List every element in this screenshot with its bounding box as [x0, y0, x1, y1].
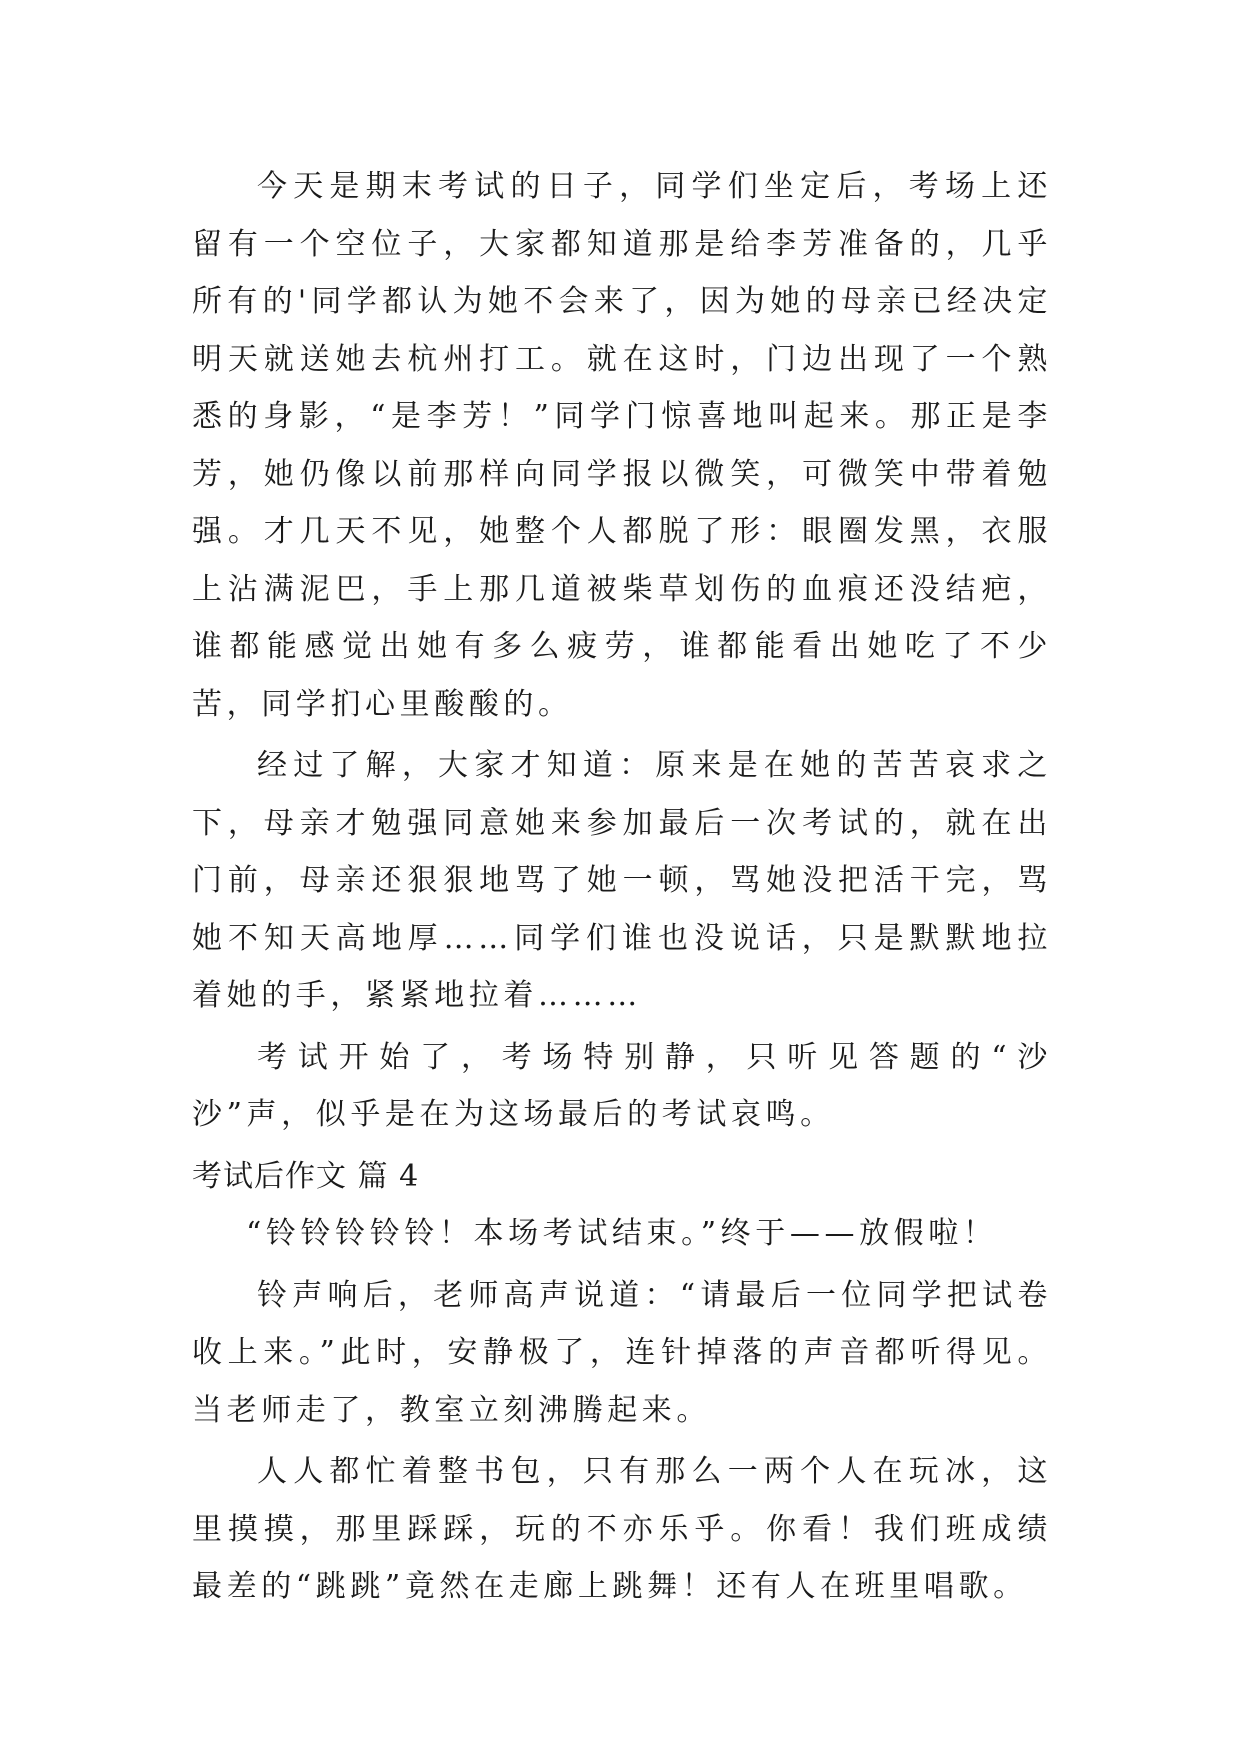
- section-heading: 考试后作文 篇 4: [192, 1158, 420, 1194]
- document-body: [192, 158, 1052, 1620]
- paragraph-exam-start: 考试开始了，考场特别静，只听见答题的“沙沙”声，似乎是在为这场最后的考试哀鸣。: [192, 1039, 1052, 1132]
- paragraph-bell-rings: 铃声响后，老师高声说道：“请最后一位同学把试卷收上来。”此时，安静极了，连针掉落的声音都听得见。当老师走了，教室立刻沸腾起来。: [192, 1277, 1052, 1428]
- opening-line: “铃铃铃铃铃！本场考试结束。”终于——放假啦！: [246, 1216, 998, 1251]
- paragraph-exam-day: 今天是期末考试的日子，同学们坐定后，考场上还留有一个空位子，大家都知道那是给李芳准备的，几乎所有的'同学都认为她不会来了，因为她的母亲已经决定明天就送她去杭州打工。就在这时，门边出现了一个熟悉的身影，“是李芳！”同学门惊喜地叫起来。那正是李芳，她仍像以前那样向同学报以微笑，可微笑中带着勉强。才几天不见，她整个人都脱了形：眼圈发黑，衣服上沾满泥巴，手上那几道被柴草划伤的血痕还没结疤，谁都能感觉出她有多么疲劳，谁都能看出她吃了不少苦，同学扪心里酸酸的。: [192, 169, 1052, 722]
- paragraph-after-learning: 经过了解，大家才知道：原来是在她的苦苦哀求之下，母亲才勉强同意她来参加最后一次考试的，就在出门前，母亲还狠狠地骂了她一顿，骂她没把活干完，骂她不知天高地厚……同学们谁也没说话，只是默默地拉着她的手，紧紧地拉着………: [192, 748, 1052, 1013]
- paragraph-packing-bags: 人人都忙着整书包，只有那么一两个人在玩冰，这里摸摸，那里踩踩，玩的不亦乐乎。你看！我们班成绩最差的“跳跳”竟然在走廊上跳舞！还有人在班里唱歌。: [192, 1454, 1052, 1604]
